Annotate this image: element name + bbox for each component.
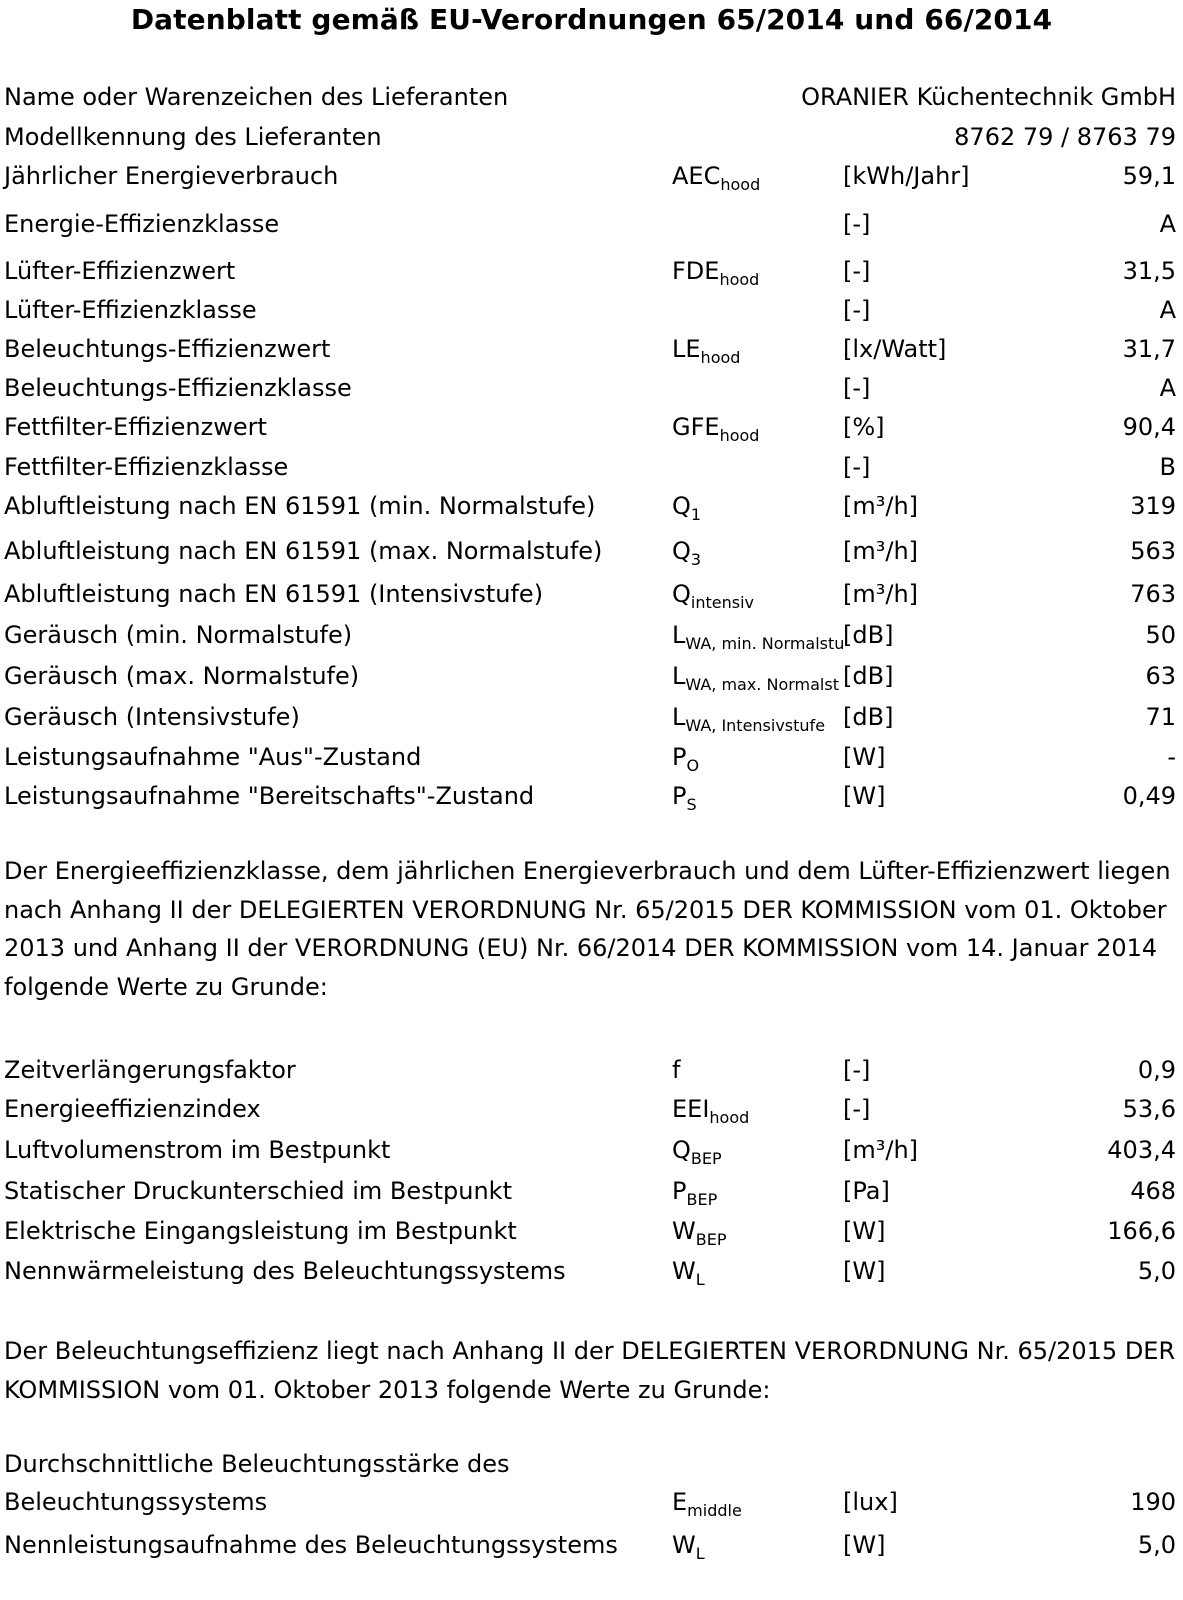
table-row: [0, 576, 1183, 612]
row-unit: [W]: [843, 743, 886, 771]
row-label: Geräusch (max. Normalstufe): [4, 662, 360, 690]
row-label: Nennleistungsaufnahme des Beleuchtungssystems: [4, 1531, 618, 1559]
row-value: 468: [1130, 1177, 1176, 1205]
table-row: [0, 370, 1183, 406]
row-symbol: $Q_1$: [672, 492, 702, 524]
table-row: [0, 739, 1183, 775]
row-label: Beleuchtungssystems: [4, 1488, 268, 1516]
row-unit: [-]: [843, 210, 871, 238]
row-symbol: $E_{middle}$: [672, 1488, 742, 1520]
row-unit: [m³/h]: [843, 537, 919, 565]
supplier-label: Name oder Warenzeichen des Lieferanten: [4, 83, 509, 111]
row-value: 563: [1130, 537, 1176, 565]
row-symbol-subscript: WA, Intensivstufe: [685, 716, 826, 735]
table-row: [0, 488, 1183, 524]
row-value: 0,9: [1137, 1056, 1176, 1084]
table-row: [0, 1132, 1183, 1168]
paragraph-lighting-basis: [4, 1332, 1179, 1409]
row-value: 63: [1145, 662, 1176, 690]
supplier-row: [0, 79, 1183, 115]
row-symbol: $AEC_{hood}$: [672, 162, 761, 194]
row-unit: [W]: [843, 1217, 886, 1245]
row-label: Beleuchtungs-Effizienzwert: [4, 335, 331, 363]
row-unit: [lux]: [843, 1488, 898, 1516]
row-value: 5,0: [1137, 1257, 1176, 1285]
row-symbol: f: [672, 1056, 681, 1084]
row-symbol-subscript: WA, min. Normalstu: [685, 634, 845, 653]
paragraph-line: Der Energieeffizienzklasse, dem jährlichen Energieverbrauch und dem Lüfter-Effizienzwert liegen: [4, 857, 1171, 885]
table-row: [0, 1527, 1183, 1563]
row-unit: [W]: [843, 1531, 886, 1559]
row-label: Abluftleistung nach EN 61591 (Intensivstufe): [4, 580, 544, 608]
paragraph-line: Der Beleuchtungseffizienz liegt nach Anhang II der DELEGIERTEN VERORDNUNG Nr. 65/2015 DER: [4, 1337, 1176, 1365]
table-row: [0, 699, 1183, 735]
row-label: Leistungsaufnahme "Aus"-Zustand: [4, 743, 422, 771]
row-symbol-subscript: L: [695, 1544, 705, 1563]
row-unit: [%]: [843, 413, 885, 441]
row-unit: [lx/Watt]: [843, 335, 947, 363]
table-row: [0, 617, 1183, 653]
table-row: [0, 449, 1183, 485]
model-label: Modellkennung des Lieferanten: [4, 123, 382, 151]
row-unit: [-]: [843, 1095, 871, 1123]
row-symbol: $P_S$: [672, 782, 697, 814]
row-label: Abluftleistung nach EN 61591 (min. Normalstufe): [4, 492, 596, 520]
model-value: 8762 79 / 8763 79: [954, 123, 1176, 151]
row-label: Elektrische Eingangsleistung im Bestpunkt: [4, 1217, 517, 1245]
row-symbol-subscript: BEP: [695, 1230, 727, 1249]
row-value: 763: [1130, 580, 1176, 608]
page-title: Datenblatt gemäß EU-Verordnungen 65/2014 und 66/2014: [130, 3, 1053, 36]
row-unit: [m³/h]: [843, 580, 919, 608]
row-unit: [W]: [843, 782, 886, 810]
row-value: 31,7: [1122, 335, 1176, 363]
row-symbol-subscript: S: [686, 795, 697, 814]
row-symbol-subscript: hood: [719, 270, 760, 289]
paragraph-line: folgende Werte zu Grunde:: [4, 972, 328, 1001]
lighting-label-line: [0, 1446, 1183, 1482]
row-value: 166,6: [1107, 1217, 1176, 1245]
row-value: 403,4: [1107, 1136, 1176, 1164]
row-label: Lüfter-Effizienzwert: [4, 257, 236, 285]
table-row: [0, 1173, 1183, 1209]
table-row: [0, 658, 1183, 694]
row-label: Fettfilter-Effizienzwert: [4, 413, 267, 441]
row-symbol: $L_{WA, min. Normalstu}$: [672, 621, 845, 653]
table-row: [0, 292, 1183, 328]
row-symbol: $L_{WA, max. Normalst}$: [672, 662, 839, 694]
row-symbol-subscript: intensiv: [690, 593, 754, 612]
row-label: Statischer Druckunterschied im Bestpunkt: [4, 1177, 512, 1205]
row-symbol-subscript: hood: [720, 175, 761, 194]
table-row: [0, 1213, 1183, 1249]
row-symbol: $Q_3$: [672, 537, 702, 569]
row-symbol-subscript: BEP: [690, 1149, 722, 1168]
row-symbol: $Q_{BEP}$: [672, 1136, 722, 1168]
table-row: [0, 253, 1183, 289]
row-value: A: [1159, 296, 1176, 324]
row-symbol-subscript: L: [695, 1270, 705, 1289]
table-row: [0, 1253, 1183, 1289]
row-label: Energieeffizienzindex: [4, 1095, 261, 1123]
row-unit: [m³/h]: [843, 1136, 919, 1164]
row-symbol-subscript: hood: [700, 348, 741, 367]
table-row: [0, 1052, 1183, 1088]
row-unit: [-]: [843, 257, 871, 285]
row-symbol: $Q_{intensiv}$: [672, 580, 754, 612]
lighting-label-line1: Durchschnittliche Beleuchtungsstärke des: [4, 1450, 510, 1478]
row-symbol: $P_O$: [672, 743, 700, 775]
row-unit: [dB]: [843, 621, 894, 649]
table-row: [0, 158, 1183, 194]
row-value: 71: [1145, 703, 1176, 731]
row-label: Lüfter-Effizienzklasse: [4, 296, 257, 324]
row-symbol-subscript: hood: [719, 426, 760, 445]
row-symbol: $LE_{hood}$: [672, 335, 741, 367]
row-value: 319: [1130, 492, 1176, 520]
row-symbol: $GFE_{hood}$: [672, 413, 760, 445]
row-symbol: $W_{BEP}$: [672, 1217, 727, 1249]
row-unit: [Pa]: [843, 1177, 890, 1205]
row-symbol-subscript: middle: [687, 1501, 742, 1520]
row-symbol-subscript: O: [686, 756, 700, 775]
row-value: A: [1159, 210, 1176, 238]
row-unit: [-]: [843, 453, 871, 481]
row-symbol: $P_{BEP}$: [672, 1177, 718, 1209]
row-symbol: $L_{WA, Intensivstufe}$: [672, 703, 826, 735]
paragraph-line: nach Anhang II der DELEGIERTEN VERORDNUNG Nr. 65/2015 DER KOMMISSION vom 01. Oktober: [4, 895, 1167, 924]
table-row: [0, 1091, 1183, 1127]
row-unit: [dB]: [843, 662, 894, 690]
row-unit: [-]: [843, 1056, 871, 1084]
row-unit: [W]: [843, 1257, 886, 1285]
paragraph-line: 2013 und Anhang II der VERORDNUNG (EU) Nr. 66/2014 DER KOMMISSION vom 14. Januar 2014: [4, 934, 1158, 962]
row-label: Leistungsaufnahme "Bereitschafts"-Zustand: [4, 782, 535, 810]
row-unit: [m³/h]: [843, 492, 919, 520]
row-symbol-subscript: WA, max. Normalst: [685, 675, 839, 694]
row-symbol-subscript: hood: [709, 1108, 750, 1127]
row-label: Beleuchtungs-Effizienzklasse: [4, 374, 352, 402]
row-value: B: [1159, 453, 1176, 481]
row-label: Abluftleistung nach EN 61591 (max. Normalstufe): [4, 537, 603, 565]
row-value: 53,6: [1122, 1095, 1176, 1123]
table-row: [0, 778, 1183, 814]
row-symbol-subscript: BEP: [686, 1190, 718, 1209]
table-row: [0, 206, 1183, 242]
row-symbol-subscript: 3: [690, 550, 702, 569]
supplier-value: ORANIER Küchentechnik GmbH: [801, 83, 1176, 111]
row-label: Geräusch (Intensivstufe): [4, 703, 300, 731]
row-value: 59,1: [1122, 162, 1176, 190]
row-unit: [-]: [843, 296, 871, 324]
row-label: Geräusch (min. Normalstufe): [4, 621, 353, 649]
row-symbol: $W_L$: [672, 1257, 705, 1289]
row-symbol: $FDE_{hood}$: [672, 257, 760, 289]
table-row: [0, 331, 1183, 367]
row-value: 0,49: [1122, 782, 1176, 810]
row-unit: [kWh/Jahr]: [843, 162, 970, 190]
row-label: Energie-Effizienzklasse: [4, 210, 280, 238]
row-symbol: $EEI_{hood}$: [672, 1095, 750, 1127]
row-symbol-subscript: 1: [690, 505, 702, 524]
model-row: [0, 119, 1183, 155]
row-value: 31,5: [1122, 257, 1176, 285]
paragraph-line: KOMMISSION vom 01. Oktober 2013 folgende Werte zu Grunde:: [4, 1375, 771, 1404]
row-value: 50: [1145, 621, 1176, 649]
row-label: Luftvolumenstrom im Bestpunkt: [4, 1136, 391, 1164]
row-value: 190: [1130, 1488, 1176, 1516]
row-unit: [dB]: [843, 703, 894, 731]
row-value: 90,4: [1122, 413, 1176, 441]
row-label: Fettfilter-Effizienzklasse: [4, 453, 289, 481]
row-label: Nennwärmeleistung des Beleuchtungssystems: [4, 1257, 566, 1285]
row-symbol: $W_L$: [672, 1531, 705, 1563]
row-value: -: [1167, 743, 1176, 771]
row-label: Jährlicher Energieverbrauch: [4, 162, 339, 190]
table-row: [0, 533, 1183, 569]
row-value: 5,0: [1137, 1531, 1176, 1559]
table-row: [0, 1484, 1183, 1520]
row-value: A: [1159, 374, 1176, 402]
row-unit: [-]: [843, 374, 871, 402]
paragraph-energy-basis: [4, 852, 1179, 1006]
row-label: Zeitverlängerungsfaktor: [4, 1056, 296, 1084]
table-row: [0, 409, 1183, 445]
